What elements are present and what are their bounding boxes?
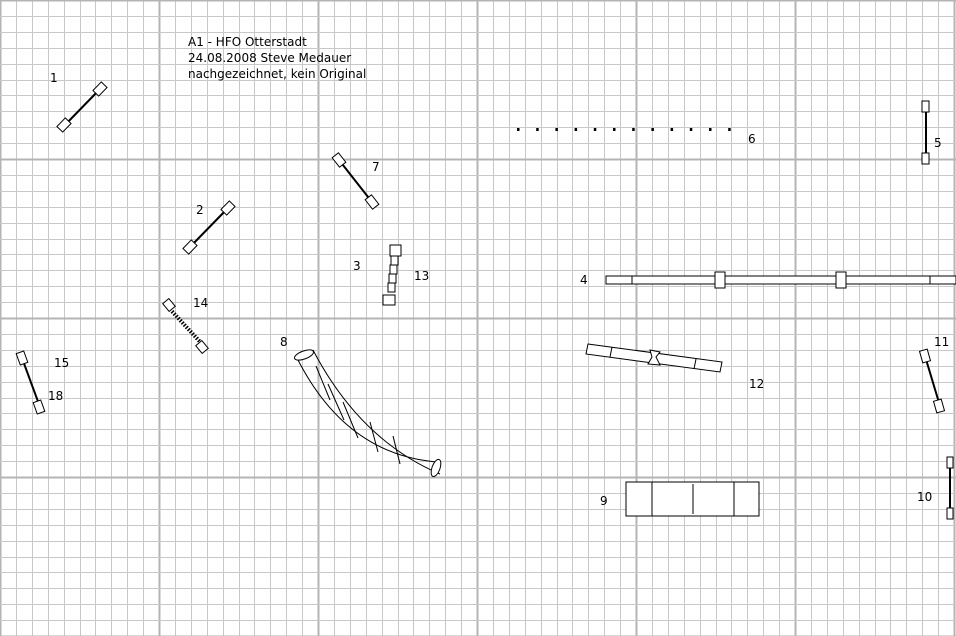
obstacle-5-hurdle <box>922 101 929 164</box>
weave-pole <box>575 128 578 131</box>
weave-pole <box>728 128 731 131</box>
obstacle-12-seesaw <box>586 344 722 372</box>
obstacle-6-weave-poles <box>517 128 731 131</box>
weave-pole <box>536 128 539 131</box>
obstacle-label-9: 9 <box>600 494 608 508</box>
weave-pole <box>517 128 520 131</box>
obstacle-label-3: 3 <box>353 259 361 273</box>
header-note: nachgezeichnet, kein Original <box>188 67 367 81</box>
weave-pole <box>709 128 712 131</box>
obstacle-label-1: 1 <box>50 71 58 85</box>
weave-pole <box>651 128 654 131</box>
obstacle-label-10: 10 <box>917 490 933 504</box>
obstacle-11-hurdle <box>920 349 945 413</box>
weave-pole <box>555 128 558 131</box>
obstacle-label-6: 6 <box>748 132 756 146</box>
obstacle-label-8: 8 <box>280 335 288 349</box>
obstacle-10-hurdle <box>947 457 953 519</box>
obstacle-label-2: 2 <box>196 203 204 217</box>
obstacle-4-dog-walk <box>606 272 956 288</box>
obstacle-9-box <box>626 482 759 516</box>
obstacle-label-5: 5 <box>934 136 942 150</box>
obstacle-label-14: 14 <box>193 296 209 310</box>
weave-pole <box>594 128 597 131</box>
obstacle-label-11: 11 <box>934 335 950 349</box>
weave-pole <box>690 128 693 131</box>
header-title: A1 - HFO Otterstadt <box>188 35 307 49</box>
obstacle-label-13: 13 <box>414 269 430 283</box>
obstacle-label-4: 4 <box>580 273 588 287</box>
weave-pole <box>632 128 635 131</box>
obstacle-label-15: 15 <box>54 356 70 370</box>
obstacle-label-18: 18 <box>48 389 64 403</box>
obstacle-8-tunnel <box>293 348 443 478</box>
weave-pole <box>671 128 674 131</box>
weave-pole <box>613 128 616 131</box>
obstacle-2-hurdle <box>183 201 235 254</box>
header-date-author: 24.08.2008 Steve Medauer <box>188 51 352 65</box>
obstacle-label-7: 7 <box>372 160 380 174</box>
obstacle-label-12: 12 <box>749 377 765 391</box>
